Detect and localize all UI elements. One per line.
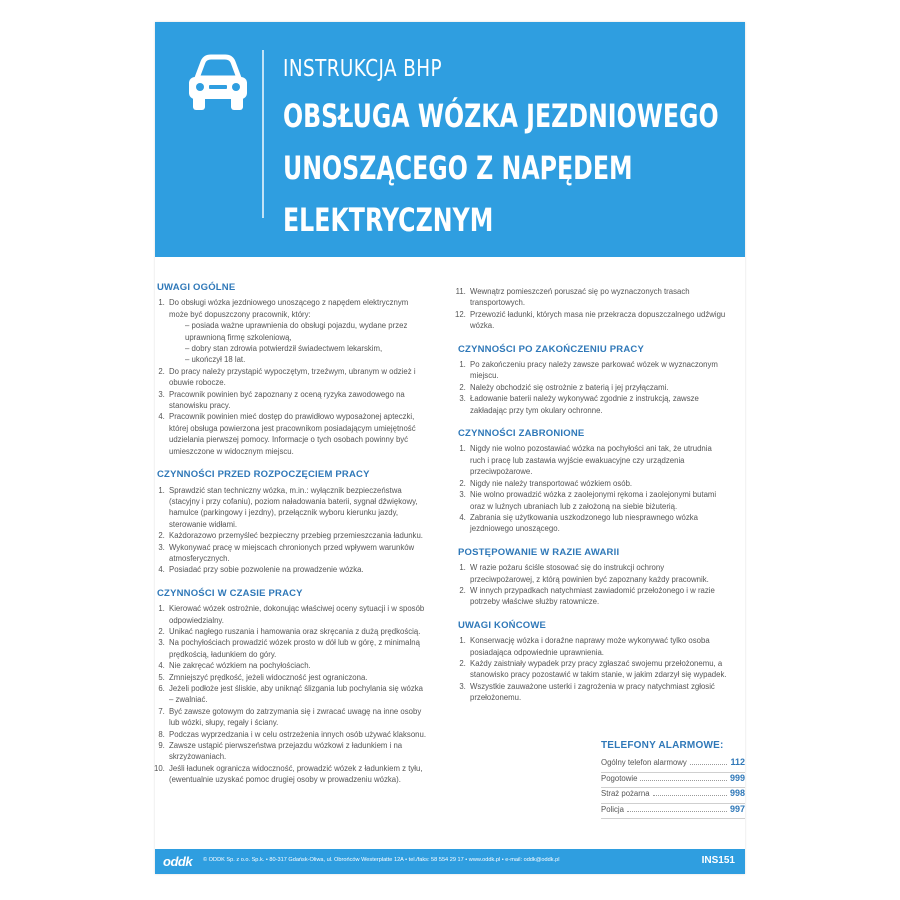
during-work-list-continued <box>458 286 728 332</box>
phone-label: Policja <box>601 804 624 814</box>
list-item: 3. Wykonywać pracę w miejscach chronionych przed wpływem warunków atmosferycznych. <box>167 542 427 565</box>
before-work-list <box>157 485 427 576</box>
list-item: 8. Podczas wyprzedzania i w celu ostrzeżenia innych osób używać klaksonu. <box>167 729 427 740</box>
list-item: 2. Każdorazowo przemyśleć bezpieczny przebieg przemieszczania ładunku. <box>167 530 427 541</box>
sub-item: – posiada ważne uprawnienia do obsługi pojazdu, wydane przez uprawnioną firmę szkoleniową, <box>183 320 427 343</box>
list-item: 12. Przewozić ładunki, których masa nie przekracza dopuszczalnego udźwigu wózka. <box>468 309 728 332</box>
title-line-1: OBSŁUGA WÓZKA JEZDNIOWEGO <box>283 97 719 135</box>
phone-row <box>601 773 745 789</box>
list-item: 4. Zabrania się użytkowania uszkodzonego lub niesprawnego wózka jezdniowego unoszącego. <box>468 512 728 535</box>
general-list <box>157 297 427 457</box>
oddk-logo: oddk <box>163 854 193 869</box>
document-title <box>283 90 719 246</box>
section-title-failure: POSTĘPOWANIE W RAZIE AWARII <box>458 546 620 558</box>
section-title-general: UWAGI OGÓLNE <box>157 282 236 293</box>
list-item: 6. Jeżeli podłoże jest śliskie, aby uniknąć ślizgania lub pochylania się wózka – zwalniać. <box>167 683 427 706</box>
forbidden-list <box>458 443 728 534</box>
document-type: INSTRUKCJA BHP <box>283 56 442 82</box>
list-item: 2. Unikać nagłego ruszania i hamowania oraz skręcania z dużą prędkością. <box>167 626 427 637</box>
sub-list <box>169 320 427 366</box>
list-item: 4. Posiadać przy sobie pozwolenie na prowadzenie wózka. <box>167 564 427 575</box>
phone-number: 997 <box>729 803 745 814</box>
right-column <box>458 286 728 704</box>
phone-label: Pogotowie <box>601 773 638 783</box>
sub-item: – ukończył 18 lat. <box>183 354 427 365</box>
list-item: 10. Jeśli ładunek ogranicza widoczność, prowadzić wózek z ładunkiem z tyłu, (ewentualnie uzyskać pomoc drugiej osoby w prowadzeniu wózka). <box>167 763 427 786</box>
final-notes-list <box>458 635 728 703</box>
header-divider <box>262 50 264 218</box>
section-title-before-work: CZYNNOŚCI PRZED ROZPOCZĘCIEM PRACY <box>157 469 370 481</box>
section-title-final-notes: UWAGI KOŃCOWE <box>458 619 547 631</box>
section-title-during-work: CZYNNOŚCI W CZASIE PRACY <box>157 587 303 599</box>
phone-label: Straż pożarna <box>601 789 650 798</box>
list-item: 2. W innych przypadkach natychmiast zawiadomić przełożonego i w razie potrzeby właściwe służby ratownicze. <box>468 585 728 608</box>
left-column <box>157 282 427 786</box>
list-item: 3. Na pochyłościach prowadzić wózek prosto w dół lub w górę, z minimalną prędkością, ładunkiem do góry. <box>167 637 427 660</box>
phone-number: 999 <box>729 772 745 783</box>
list-item: 1. Do obsługi wózka jezdniowego unoszącego z napędem elektrycznym może być dopuszczony pracownik, który: – posiada ważne uprawnienia do obsługi pojazdu, wydane przez uprawnioną firmę szkoleniową, – dobry stan zdrowia potwierdził świadectwem lekarskim, – ukończył 18 lat. <box>167 297 427 365</box>
phone-row <box>601 757 745 773</box>
section-title-after-work: CZYNNOŚCI PO ZAKOŃCZENIU PRACY <box>458 343 644 355</box>
list-item: 2. Do pracy należy przystąpić wypoczętym, trzeźwym, ubranym w odzież i obuwie robocze. <box>167 366 427 389</box>
list-item: 7. Być zawsze gotowym do zatrzymania się i zwracać uwagę na inne osoby lub wózki, słupy, regały i ściany. <box>167 706 427 729</box>
list-item: 3. Nie wolno prowadzić wózka z zaolejonymi rękoma i zaolejonymi butami oraz w luźnych ubraniach lub z założoną na siebie biżuterią. <box>468 489 728 512</box>
phone-label: Ogólny telefon alarmowy <box>601 758 687 767</box>
header-banner <box>155 22 745 257</box>
phones-title: TELEFONY ALARMOWE: <box>601 740 724 751</box>
list-item: 11. Wewnątrz pomieszczeń poruszać się po wyznaczonych trasach transportowych. <box>468 286 728 309</box>
list-item: 3. Ładowanie baterii należy wykonywać zgodnie z instrukcją, zawsze zakładając przy tym okulary ochronne. <box>468 393 728 416</box>
instruction-sheet <box>155 22 745 874</box>
list-item: 4. Pracownik powinien mieć dostęp do prawidłowo wyposażonej apteczki, której obsługa powierzona jest pracownikom posiadającym umiejętność udzielania pierwszej pomocy. Informacje o tych osobach powinny być umieszczone w widocznym miejscu. <box>167 411 427 457</box>
footer-contact: © ODDK Sp. z o.o. Sp.k. • 80-317 Gdańsk-Oliwa, ul. Obrońców Westerplatte 12A • tel./faks: 58 554 29 17 • www.oddk.pl • e-mail: oddk@oddk.pl <box>203 857 560 863</box>
phone-number: 998 <box>729 788 745 798</box>
list-item: 5. Zmniejszyć prędkość, jeżeli widoczność jest ograniczona. <box>167 672 427 683</box>
list-item: 1. Konserwację wózka i doraźne naprawy może wykonywać tylko osoba posiadająca odpowiednie uprawnienia. <box>468 635 728 658</box>
sub-item: – dobry stan zdrowia potwierdził świadectwem lekarskim, <box>183 343 427 354</box>
during-work-list <box>157 603 427 786</box>
emergency-phones <box>601 740 745 819</box>
list-item: 1. Nigdy nie wolno pozostawiać wózka na pochyłości ani tak, że utrudnia ruch i pracę lub zastawia wyjście ewakuacyjne czy urządzenia przeciwpożarowe. <box>468 443 728 477</box>
list-item: 3. Wszystkie zauważone usterki i zagrożenia w pracy natychmiast zgłosić przełożonemu. <box>468 681 728 704</box>
list-item: 3. Pracownik powinien być zapoznany z oceną ryzyka zawodowego na stanowisku pracy. <box>167 389 427 412</box>
title-line-2: UNOSZĄCEGO Z NAPĘDEM <box>283 149 633 187</box>
list-item: 2. Każdy zaistniały wypadek przy pracy zgłaszać swojemu przełożonemu, a stanowisko pracy pozostawić w takim stanie, w jakim zdarzył się wypadek. <box>468 658 728 681</box>
list-item: 1. Sprawdzić stan techniczny wózka, m.in.: wyłącznik bezpieczeństwa (stacyjny i przy cofaniu), poziom naładowania baterii, sygnał dźwiękowy, hamulce (parkingowy i jezdny), przełącznik wyboru kierunku jazdy, sterowanie widłami. <box>167 485 427 531</box>
list-item: 2. Należy obchodzić się ostrożnie z baterią i jej przyłączami. <box>468 382 728 393</box>
title-line-3: ELEKTRYCZNYM <box>283 201 494 239</box>
after-work-list <box>458 359 728 416</box>
car-icon <box>185 52 251 112</box>
document-code: INS151 <box>701 855 735 866</box>
list-item: 1. Po zakończeniu pracy należy zawsze parkować wózek w wyznaczonym miejscu. <box>468 359 728 382</box>
failure-list <box>458 562 728 608</box>
list-item: 9. Zawsze ustąpić pierwszeństwa przejazdu wózkowi z ładunkiem i na skrzyżowaniach. <box>167 740 427 763</box>
list-item: 4. Nie zakręcać wózkiem na pochyłościach. <box>167 660 427 671</box>
phone-number: 112 <box>730 757 745 767</box>
section-title-forbidden: CZYNNOŚCI ZABRONIONE <box>458 428 585 440</box>
list-item: 1. W razie pożaru ściśle stosować się do instrukcji ochrony przeciwpożarowej, z którą powinien być zapoznany każdy pracownik. <box>468 562 728 585</box>
phone-row <box>601 804 745 820</box>
phone-row <box>601 788 745 804</box>
list-item: 1. Kierować wózek ostrożnie, dokonując właściwej oceny sytuacji i w sposób odpowiedzialny. <box>167 603 427 626</box>
list-item: 2. Nigdy nie należy transportować wózkiem osób. <box>468 478 728 489</box>
footer-bar <box>155 849 745 874</box>
